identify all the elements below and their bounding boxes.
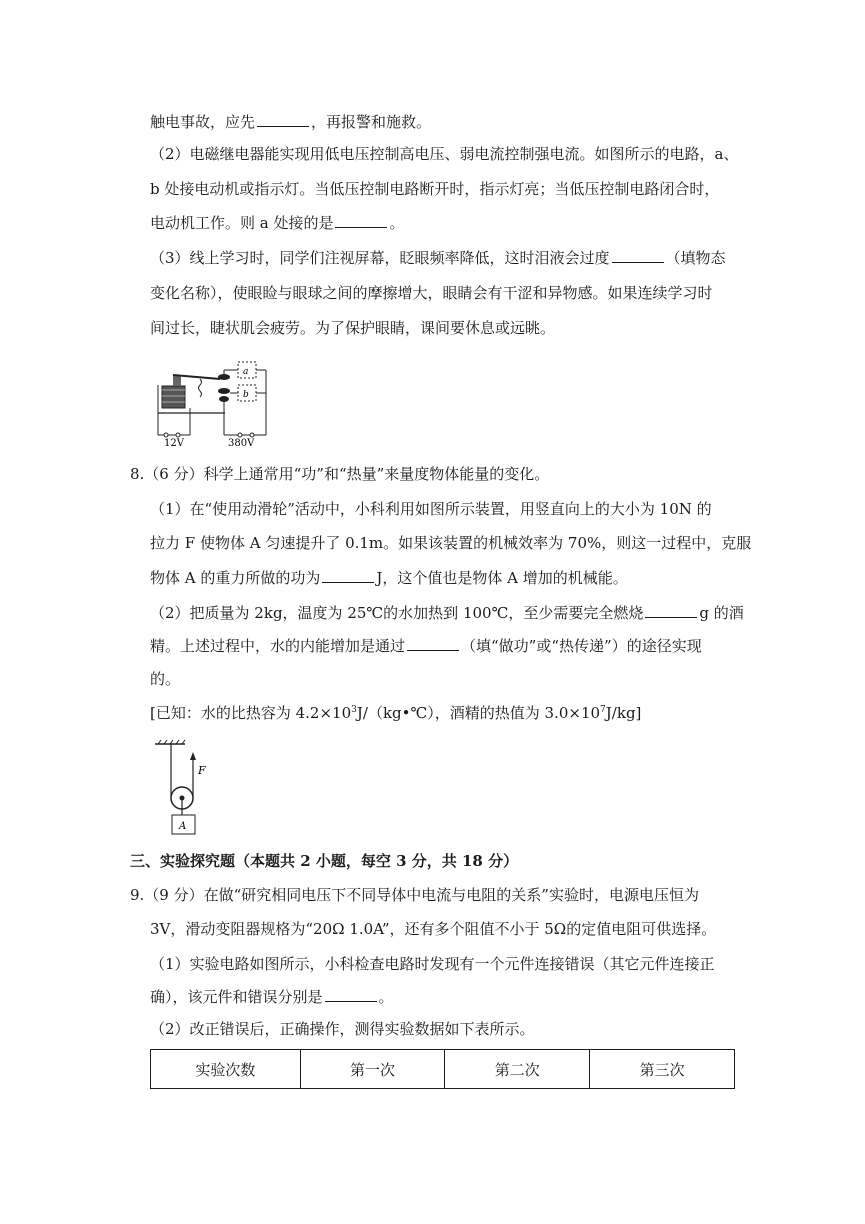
text-line: （3）线上学习时，同学们注视屏幕，眨眼频率降低，这时泪液会过度 （填物态 xyxy=(150,249,726,267)
text-line: 触电事故，应先 ，再报警和施救。 xyxy=(150,113,432,131)
text-line: 精。上述过程中，水的内能增加是通过 （填“做功”或“热传递”）的途径实现 xyxy=(150,637,702,655)
text-line: 拉力 F 使物体 A 匀速提升了 0.1m。如果该装置的机械效率为 70%，则这一过程中，克服 xyxy=(150,534,752,552)
label-380v: 380V xyxy=(228,438,255,447)
text-line: （2）改正错误后，正确操作，测得实验数据如下表所示。 xyxy=(150,1020,535,1038)
text-line: b 处接电动机或指示灯。当低压控制电路断开时，指示灯亮；当低压控制电路闭合时， xyxy=(150,180,720,198)
table-header-cell: 第三次 xyxy=(590,1050,735,1089)
answer-blank xyxy=(322,567,374,583)
text-line: 确），该元件和错误分别是 。 xyxy=(150,988,394,1006)
text-line: 变化名称），使眼睑与眼球之间的摩擦增大，眼睛会有干涩和异物感。如果连续学习时 xyxy=(150,284,713,302)
data-table xyxy=(150,1049,735,1089)
answer-blank xyxy=(407,635,459,651)
relay-circuit-figure xyxy=(150,355,275,447)
text-line: 的。 xyxy=(150,670,181,688)
table-header-row xyxy=(151,1050,735,1089)
label-f: F xyxy=(198,764,206,777)
text-line: 间过长，睫状肌会疲劳。为了保护眼睛，课间要休息或远眺。 xyxy=(150,319,556,337)
label-a: a xyxy=(243,367,249,377)
question-8: 8.（6 分）科学上通常用“功”和“热量”来量度物体能量的变化。 xyxy=(130,465,550,483)
text-line: （2）电磁继电器能实现用低电压控制高电压、弱电流控制强电流。如图所示的电路，a、 xyxy=(150,145,739,163)
question-9: 9.（9 分）在做“研究相同电压下不同导体中电流与电阻的关系”实验时，电源电压恒为 xyxy=(130,886,699,904)
text-line: （1）实验电路如图所示，小科检查电路时发现有一个元件连接错误（其它元件连接正 xyxy=(150,955,715,973)
text-line: 物体 A 的重力所做的功为 J，这个值也是物体 A 增加的机械能。 xyxy=(150,569,628,587)
known-values: [已知：水的比热容为 $4.2\times 10^3J/(kg•℃)$，酒精的热值为 $3.0\times 10^7J/kg$] xyxy=(150,704,642,722)
answer-blank xyxy=(257,111,309,127)
text-line: 3V，滑动变阻器规格为“20Ω 1.0A”，还有多个阻值不小于 5Ω的定值电阻可供选择。 xyxy=(150,920,717,938)
pulley-figure xyxy=(150,738,220,838)
text-line: 电动机工作。则 a 处接的是 。 xyxy=(150,214,405,232)
table-header-cell: 第二次 xyxy=(445,1050,590,1089)
label-a-block: A xyxy=(179,821,187,832)
label-b: b xyxy=(243,390,249,400)
answer-blank xyxy=(645,602,697,618)
section-heading: 三、实验探究题（本题共 2 小题，每空 3 分，共 18 分） xyxy=(130,852,519,870)
table-header-cell: 实验次数 xyxy=(151,1050,301,1089)
text-line: （1）在“使用动滑轮”活动中，小科利用如图所示装置，用竖直向上的大小为 10N 的 xyxy=(150,500,712,518)
table-header-cell: 第一次 xyxy=(300,1050,445,1089)
answer-blank xyxy=(325,986,377,1002)
text-line: （2）把质量为 2kg，温度为 25℃的水加热到 100℃，至少需要完全燃烧 g 的酒 xyxy=(150,604,744,622)
label-12v: 12V xyxy=(164,438,184,447)
answer-blank xyxy=(612,247,664,263)
answer-blank xyxy=(335,212,387,228)
